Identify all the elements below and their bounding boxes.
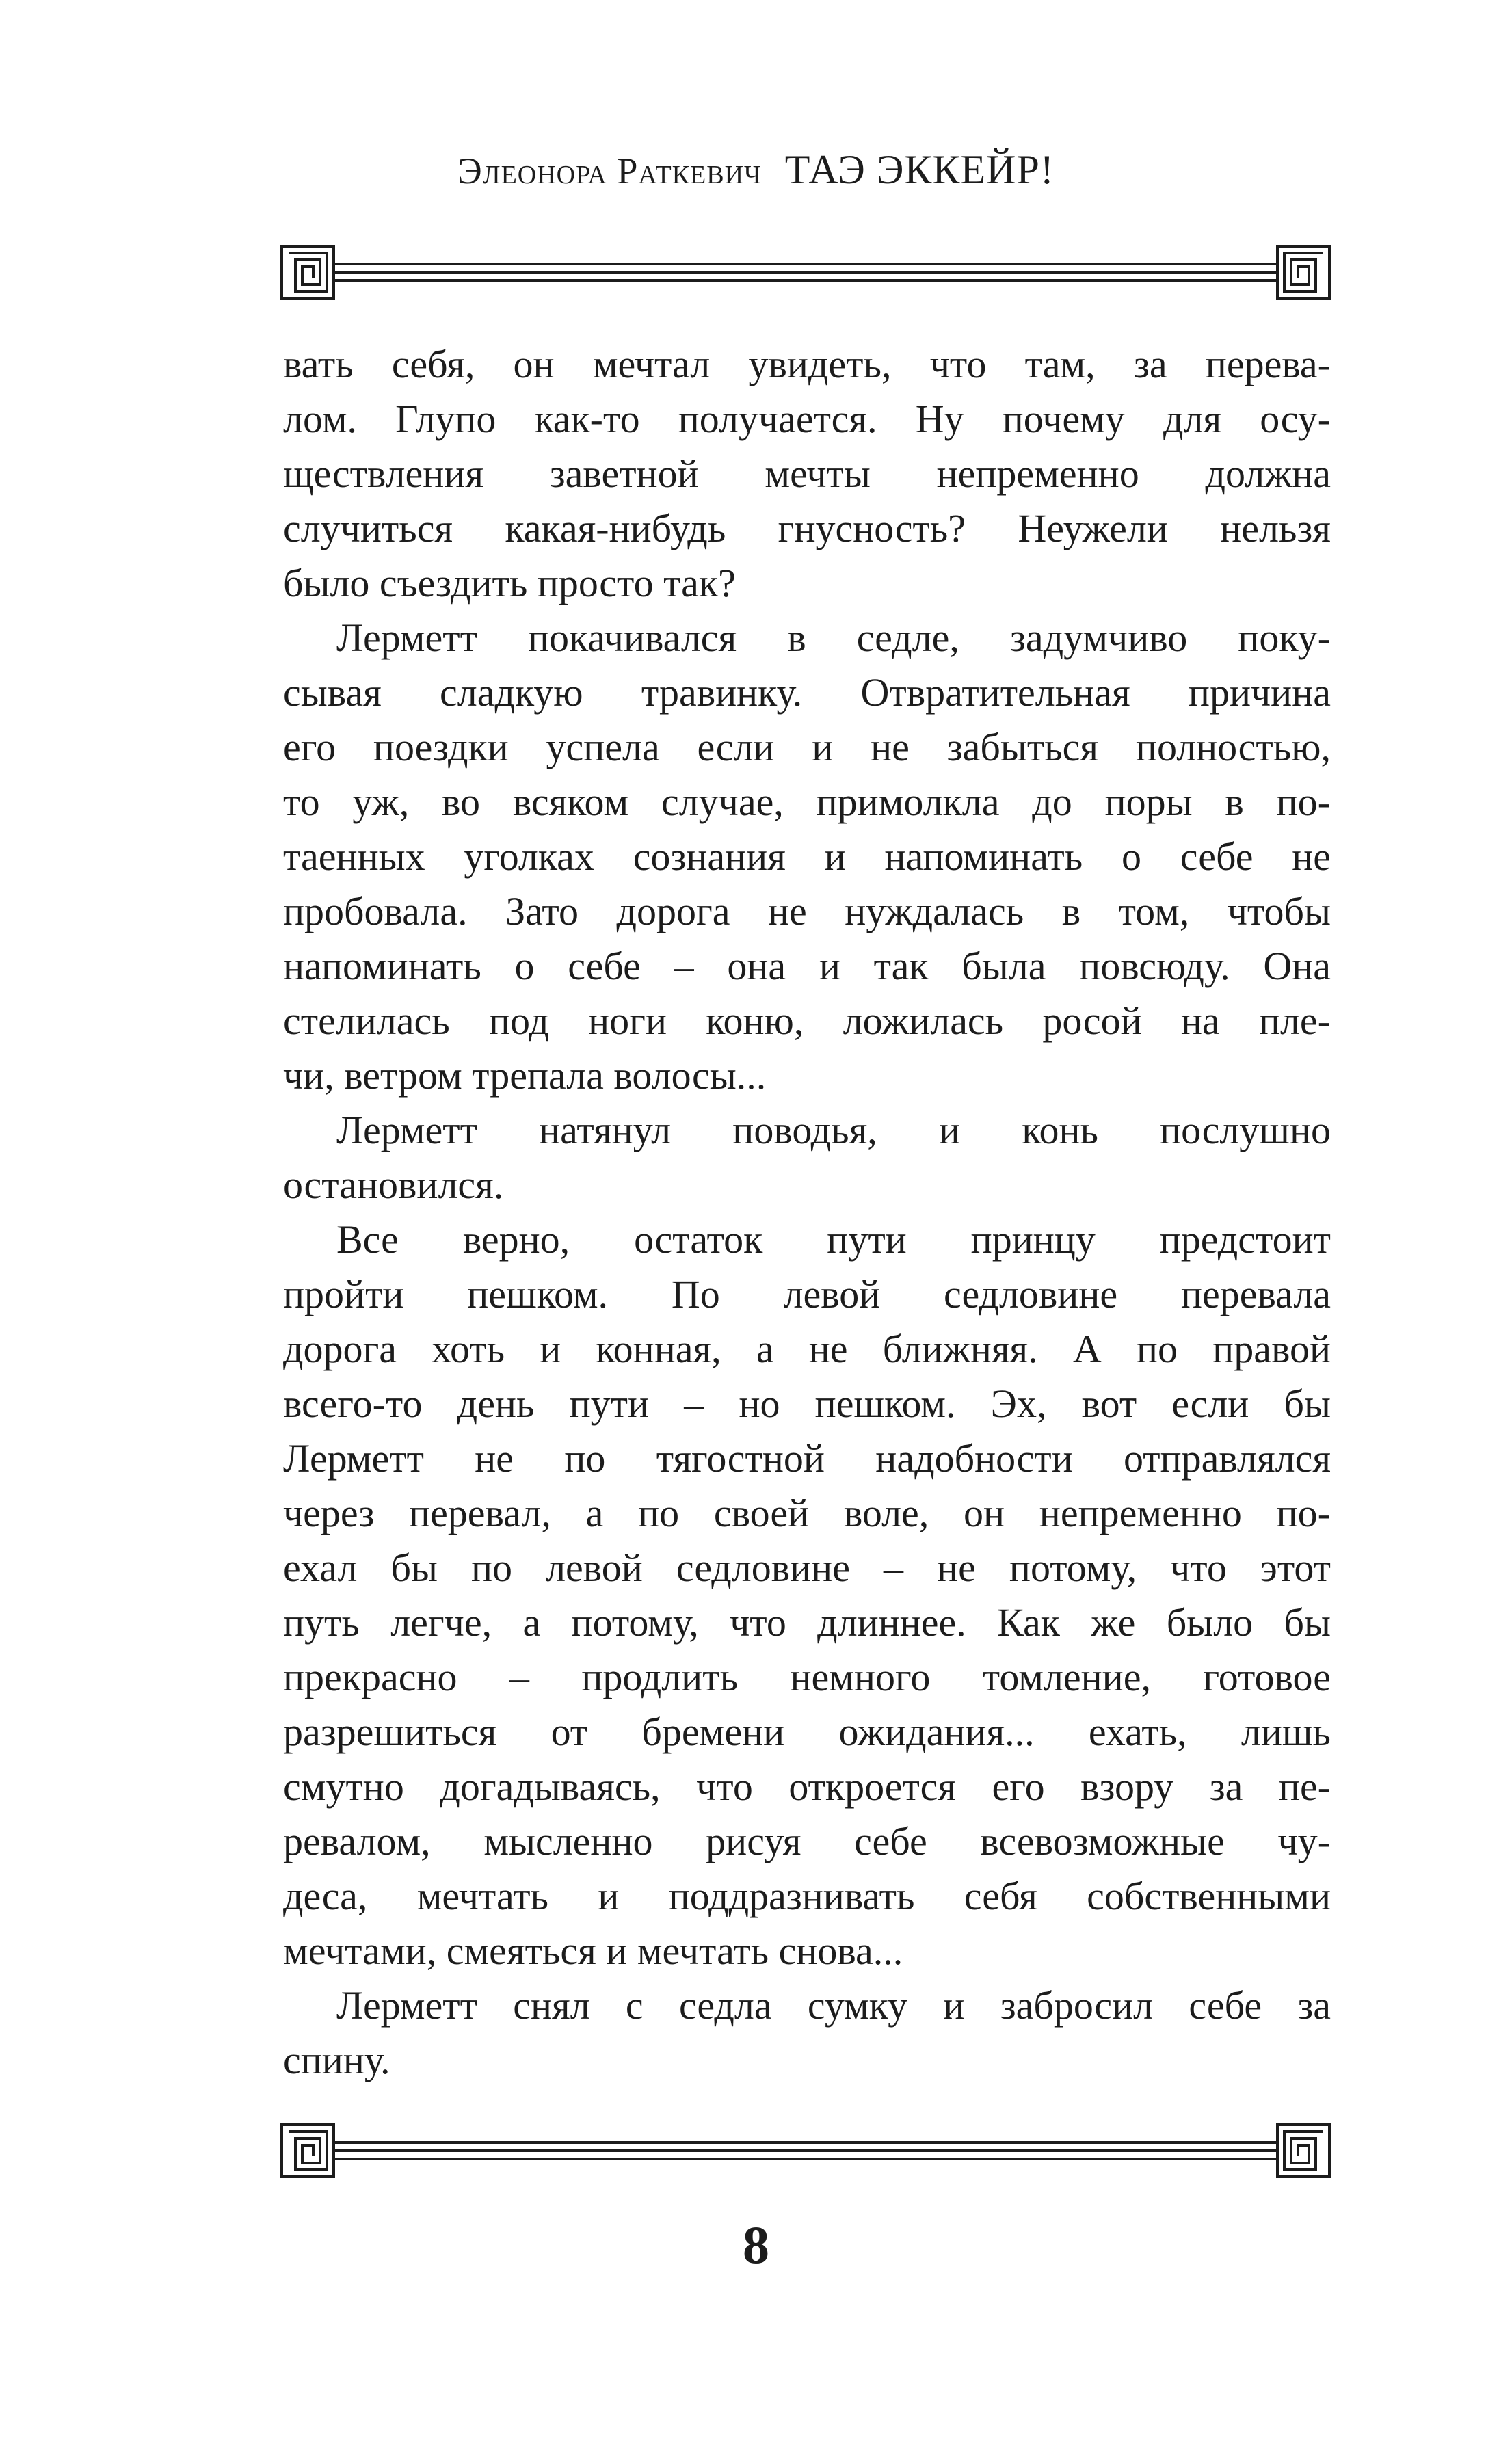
- running-header-title: ТАЭ ЭККЕЙР!: [784, 147, 1055, 192]
- text-line: прекрасно – продлить немного томление, готовое: [283, 1655, 1331, 1699]
- text-line: чи, ветром трепала волосы...: [283, 1053, 767, 1098]
- ornament-rule-graphic: [279, 2118, 1332, 2184]
- text-line: ществления заветной мечты непременно должна: [283, 451, 1331, 496]
- text-line: Лерметт натянул поводья, и конь послушно: [336, 1108, 1331, 1152]
- text-line: путь легче, а потому, что длиннее. Как же было бы: [283, 1600, 1331, 1645]
- ornament-rule-graphic: [279, 239, 1332, 305]
- text-line: стелилась под ноги коню, ложилась росой на пле-: [283, 998, 1331, 1043]
- running-header: [0, 149, 1512, 190]
- text-line: Все верно, остаток пути принцу предстоит: [336, 1217, 1331, 1262]
- text-line: таенных уголках сознания и напоминать о себе не: [283, 834, 1331, 879]
- text-line: разрешиться от бремени ожидания... ехать, лишь: [283, 1710, 1331, 1754]
- text-line: то уж, во всяком случае, примолкла до поры в по-: [283, 780, 1331, 824]
- text-line: его поездки успела если и не забыться полностью,: [283, 725, 1331, 769]
- text-line: всего-то день пути – но пешком. Эх, вот если бы: [283, 1381, 1331, 1426]
- text-line: Лерметт покачивался в седле, задумчиво поку-: [336, 615, 1331, 660]
- body-text: [283, 337, 1331, 2088]
- text-line: было съездить просто так?: [283, 561, 736, 605]
- text-line: лом. Глупо как-то получается. Ну почему для осу-: [283, 397, 1331, 441]
- text-line: сывая сладкую травинку. Отвратительная причина: [283, 670, 1331, 715]
- text-line: через перевал, а по своей воле, он непременно по-: [283, 1491, 1331, 1535]
- text-line: случиться какая-нибудь гнусность? Неужели нельзя: [283, 506, 1331, 550]
- text-line: Лерметт снял с седла сумку и забросил себе за: [336, 1983, 1331, 2028]
- text-line: остановился.: [283, 1163, 504, 1207]
- page-number: 8: [743, 2215, 769, 2274]
- text-line: Лерметт не по тягостной надобности отправлялся: [283, 1436, 1331, 1481]
- text-line: вать себя, он мечтал увидеть, что там, за перева-: [283, 342, 1331, 386]
- top-ornamental-rule: [279, 239, 1332, 305]
- text-line: смутно догадываясь, что откроется его взору за пе-: [283, 1764, 1331, 1809]
- text-line: мечтами, смеяться и мечтать снова...: [283, 1928, 903, 1973]
- text-line: спину.: [283, 2038, 390, 2082]
- text-line: пробовала. Зато дорога не нуждалась в том, чтобы: [283, 889, 1331, 933]
- text-line: ехал бы по левой седловине – не потому, что этот: [283, 1545, 1331, 1590]
- text-line: пройти пешком. По левой седловине перевала: [283, 1272, 1331, 1316]
- text-line: напоминать о себе – она и так была повсюду. Она: [283, 944, 1331, 988]
- text-line: деса, мечтать и поддразнивать себя собственными: [283, 1874, 1331, 1918]
- text-line: ревалом, мысленно рисуя себе всевозможные чу-: [283, 1819, 1331, 1863]
- running-header-author: Элеонора Раткевич: [457, 150, 762, 191]
- bottom-ornamental-rule: [279, 2118, 1332, 2184]
- text-line: дорога хоть и конная, а не ближняя. А по правой: [283, 1327, 1331, 1371]
